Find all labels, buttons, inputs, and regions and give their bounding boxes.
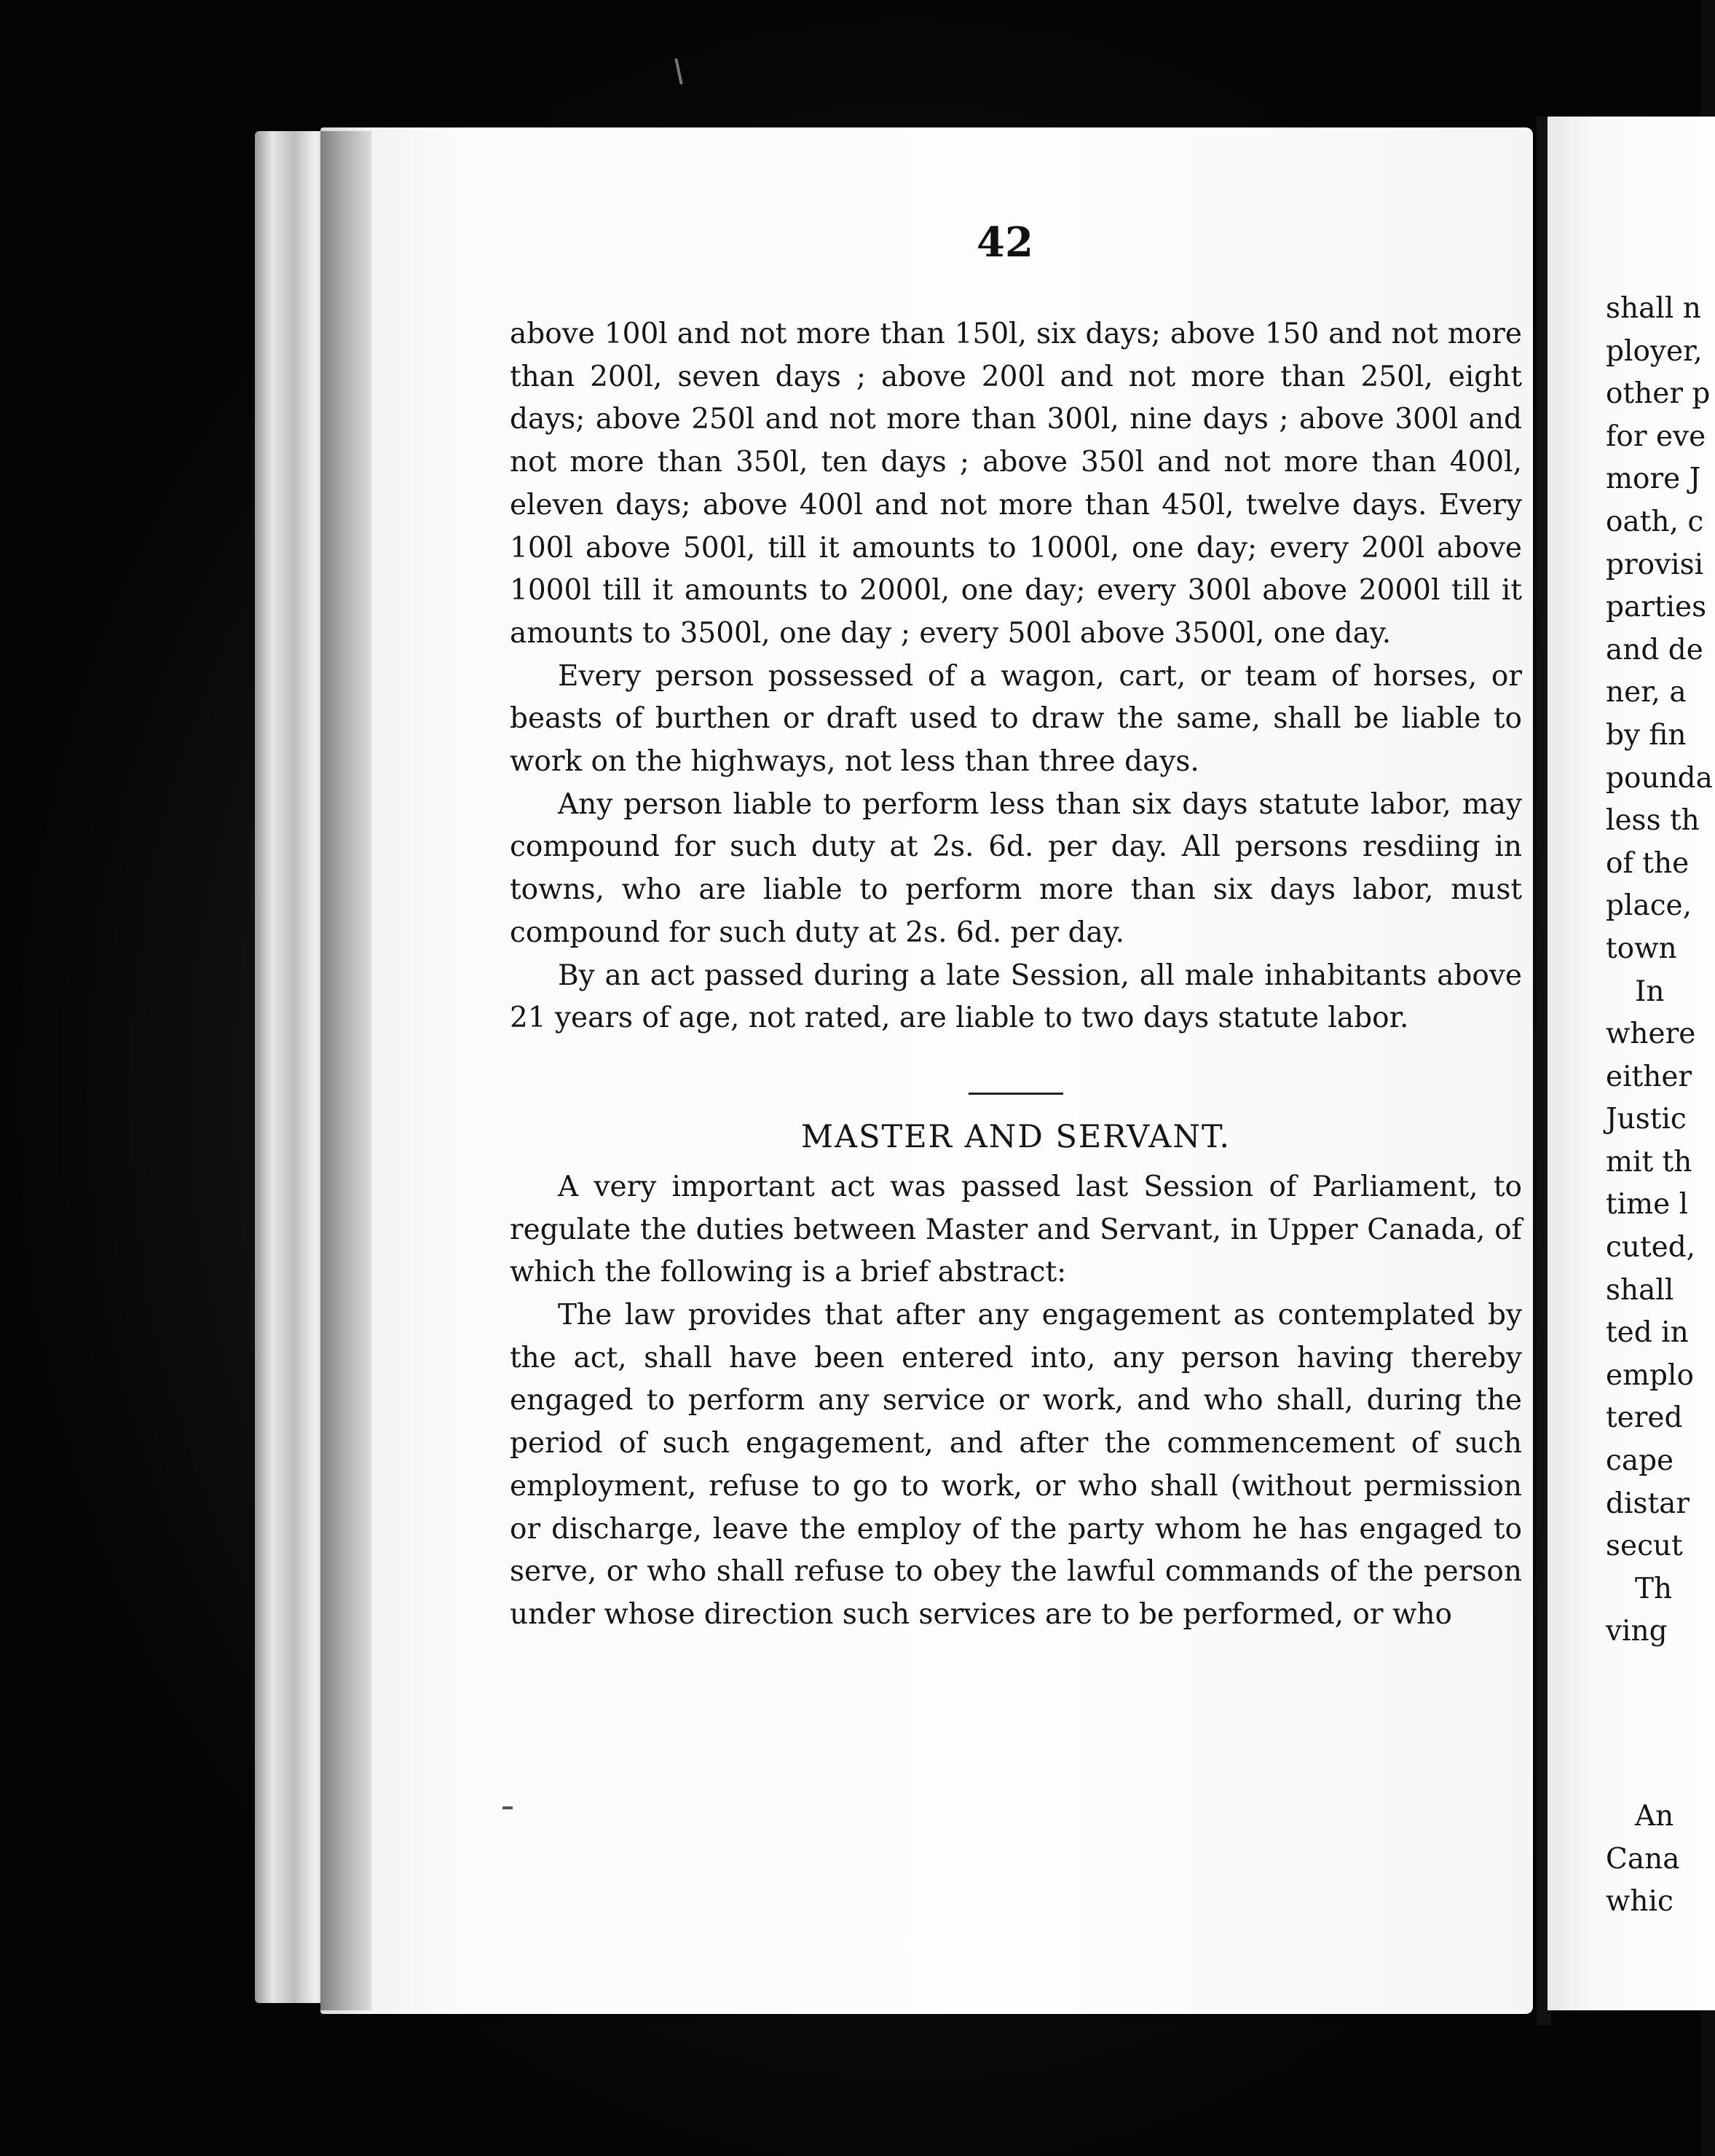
facing-line: cuted, — [1606, 1231, 1696, 1264]
facing-line: cape — [1606, 1444, 1674, 1478]
facing-line: Th — [1635, 1572, 1673, 1605]
facing-line: time l — [1606, 1188, 1689, 1221]
margin-mark — [502, 1806, 513, 1809]
facing-line: by fin — [1606, 718, 1687, 752]
facing-line: for eve — [1606, 420, 1706, 453]
facing-line: other p — [1606, 377, 1711, 411]
facing-line: place, — [1606, 889, 1692, 923]
facing-line: and de — [1606, 633, 1703, 666]
facing-line: secut — [1606, 1530, 1683, 1563]
paragraph: A very important act was passed last Session of Parliament, to regulate the duties between Master and Servant, in Upper Canada, of which the following is a brief abstract: — [510, 1170, 1522, 1289]
paragraph: Any person liable to perform less than six days statute labor, may compound for such duty at 2s. 6d. per day. All persons resdiing in towns, who are liable to perform more than six days labor, must compound for such duty at 2s. 6d. per day. — [510, 787, 1522, 949]
facing-page-text — [1606, 288, 1713, 1924]
facing-line: parties — [1606, 591, 1707, 624]
section-heading: MASTER AND SERVANT. — [800, 1118, 1231, 1155]
facing-line: ployer, — [1606, 334, 1703, 368]
facing-line: emplo — [1606, 1358, 1694, 1392]
facing-line: mit th — [1606, 1145, 1692, 1179]
facing-line: whic — [1606, 1885, 1673, 1919]
page-number: 42 — [977, 219, 1033, 267]
paragraph: By an act passed during a late Session, all male inhabitants above 21 years of age, not rated, are liable to two days statute labor. — [510, 959, 1522, 1035]
paragraph: above 100l and not more than 150l, six days; above 150 and not more than 200l, seven days ; above 200l and not more than 250l, eight days; above 250l and not more than 300l, nine days ; above 300l and not more than 350l, ten days ; above 350l and not more than 400l, eleven days; above 400l and not more than 450l, twelve days. Every 100l above 500l, till it amounts to 1000l, one day; every 200l above 1000l till it amounts to 2000l, one day; every 300l above 2000l till it amounts to 3500l, one day ; every 500l above 3500l, one day. — [510, 318, 1522, 650]
facing-line: Justic — [1606, 1103, 1687, 1136]
paragraph: The law provides that after any engagement as contemplated by the act, shall have been entered into, any person having thereby engaged to perform any service or work, and who shall, during the period of such engagement, and after the commencement of such employment, refuse to go to work, or who shall (without permission or discharge, leave the employ of the party whom he has engaged to serve, or who shall refuse to obey the lawful commands of the person under whose direction such services are to be performed, or who — [510, 1299, 1522, 1631]
facing-line: ted in — [1606, 1316, 1689, 1350]
facing-line: where — [1606, 1018, 1696, 1051]
facing-line: pounda — [1606, 761, 1713, 795]
facing-line: of the — [1606, 846, 1690, 880]
facing-line: provisi — [1606, 548, 1704, 581]
facing-line: In — [1635, 975, 1665, 1008]
facing-line: distar — [1606, 1487, 1690, 1520]
facing-line: ner, a — [1606, 676, 1687, 709]
facing-line: ving — [1606, 1615, 1668, 1648]
facing-line: less th — [1606, 804, 1700, 838]
facing-line: tered — [1606, 1401, 1683, 1435]
facing-line: An — [1635, 1800, 1674, 1833]
paragraph: Every person possessed of a wagon, cart, or team of horses, or beasts of burthen or draft used to draw the same, shall be liable to work on the highways, not less than three days. — [510, 659, 1522, 779]
facing-line: shall — [1606, 1273, 1674, 1307]
facing-line: more J — [1606, 463, 1701, 496]
facing-line: shall n — [1606, 292, 1701, 325]
facing-line: town — [1606, 932, 1677, 965]
page-body — [510, 313, 1522, 1637]
facing-line: Cana — [1606, 1842, 1680, 1876]
facing-line: oath, c — [1606, 505, 1704, 538]
section-rule — [969, 1093, 1063, 1095]
page-gutter — [320, 131, 371, 2010]
facing-line: either — [1606, 1060, 1692, 1093]
